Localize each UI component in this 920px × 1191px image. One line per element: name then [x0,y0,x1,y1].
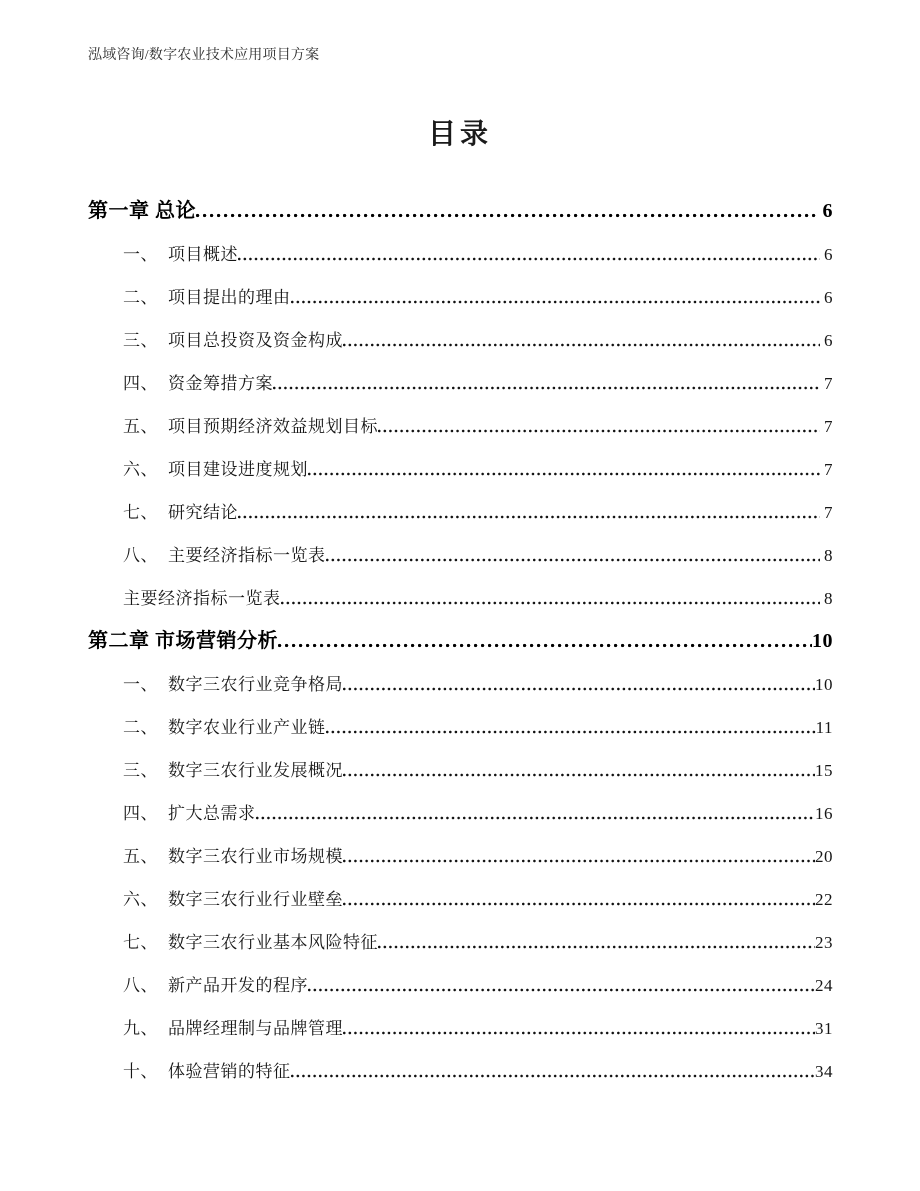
toc-entry-number: 三、 [123,331,158,350]
toc-section-row[interactable] [88,956,833,999]
toc-section-row[interactable] [88,354,833,397]
toc-section-row[interactable] [88,741,833,784]
dot-leader [278,643,812,648]
dot-leader [343,343,820,347]
toc-section-row[interactable] [88,397,833,440]
toc-entry-label: 项目概述 [168,245,238,264]
toc-section-row[interactable] [88,225,833,268]
toc-entry-label: 扩大总需求 [168,804,256,823]
toc-entry-label: 项目建设进度规划 [168,460,308,479]
toc-page-number: 6 [824,331,833,350]
dot-leader [343,859,815,863]
dot-leader [291,300,821,304]
toc-page-number: 23 [815,933,833,952]
toc-page-number: 7 [824,460,833,479]
dot-leader [343,902,815,906]
toc-entry-label: 数字农业行业产业链 [168,718,326,737]
toc-page-number: 6 [824,245,833,264]
running-header: 泓域咨询/数字农业技术应用项目方案 [88,48,320,63]
toc-page-number: 24 [815,976,833,995]
toc-entry-label: 数字三农行业市场规模 [168,847,343,866]
toc-chapter-row[interactable] [88,182,833,225]
toc-page-number: 22 [815,890,833,909]
toc-entry-label: 项目提出的理由 [168,288,291,307]
toc-entry-number: 三、 [123,761,158,780]
toc-entry-number: 二、 [123,288,158,307]
toc-section-row[interactable] [88,1042,833,1085]
toc-page-number: 8 [824,546,833,565]
dot-leader [343,773,815,777]
toc-entry-number: 一、 [123,675,158,694]
toc-page-number: 10 [815,675,833,694]
toc-page-number: 7 [824,417,833,436]
toc-section-row[interactable] [88,311,833,354]
toc-entry-number: 七、 [123,933,158,952]
toc-entry-label: 数字三农行业基本风险特征 [168,933,378,952]
table-of-contents [88,182,833,1085]
dot-leader [378,429,820,433]
dot-leader [281,601,821,605]
toc-section-row[interactable] [88,698,833,741]
dot-leader [343,687,815,691]
toc-entry-label: 数字三农行业发展概况 [168,761,343,780]
toc-section-row[interactable] [88,870,833,913]
toc-entry-label: 主要经济指标一览表 [123,589,281,608]
toc-page-number: 7 [824,374,833,393]
toc-page-number: 34 [815,1062,833,1081]
toc-page-number: 6 [822,200,833,222]
dot-leader [273,386,820,390]
toc-entry-label: 新产品开发的程序 [168,976,308,995]
toc-entry-number: 七、 [123,503,158,522]
dot-leader [238,515,820,519]
dot-leader [308,472,820,476]
toc-entry-label: 资金筹措方案 [168,374,273,393]
toc-section-row[interactable] [88,440,833,483]
dot-leader [196,213,819,218]
toc-section-row[interactable] [88,483,833,526]
dot-leader [238,257,820,261]
toc-entry-label: 数字三农行业行业壁垒 [168,890,343,909]
toc-entry-label: 主要经济指标一览表 [168,546,326,565]
toc-page-number: 8 [824,589,833,608]
toc-page-number: 10 [812,630,833,652]
toc-entry-label: 品牌经理制与品牌管理 [168,1019,343,1038]
dot-leader [343,1031,815,1035]
toc-entry-number: 六、 [123,890,158,909]
toc-chapter-label: 第二章 市场营销分析 [88,630,278,652]
toc-page-number: 11 [815,718,833,737]
toc-entry-number: 四、 [123,804,158,823]
toc-entry-label: 数字三农行业竞争格局 [168,675,343,694]
dot-leader [291,1074,816,1078]
toc-entry-number: 九、 [123,1019,158,1038]
toc-entry-label: 研究结论 [168,503,238,522]
toc-section-row[interactable] [88,827,833,870]
toc-entry-number: 六、 [123,460,158,479]
toc-entry-number: 五、 [123,417,158,436]
toc-section-row[interactable] [88,999,833,1042]
dot-leader [378,945,815,949]
toc-chapter-label: 第一章 总论 [88,200,196,222]
toc-section-row[interactable] [88,784,833,827]
toc-entry-number: 四、 [123,374,158,393]
dot-leader [326,730,816,734]
toc-page-number: 16 [815,804,833,823]
page-title: 目录 [427,119,492,150]
toc-section-row[interactable] [88,268,833,311]
toc-entry-label: 项目总投资及资金构成 [168,331,343,350]
dot-leader [256,816,816,820]
toc-section-row[interactable] [88,913,833,956]
toc-entry-number: 八、 [123,546,158,565]
toc-page-number: 20 [815,847,833,866]
toc-page-number: 7 [824,503,833,522]
toc-entry-number: 五、 [123,847,158,866]
toc-page-number: 31 [815,1019,833,1038]
toc-section-row[interactable] [88,526,833,569]
toc-entry-number: 八、 [123,976,158,995]
dot-leader [326,558,821,562]
toc-section-row[interactable] [88,569,833,612]
toc-entry-label: 项目预期经济效益规划目标 [168,417,378,436]
toc-page-number: 6 [824,288,833,307]
toc-entry-number: 二、 [123,718,158,737]
toc-entry-number: 一、 [123,245,158,264]
toc-section-row[interactable] [88,655,833,698]
toc-page-number: 15 [815,761,833,780]
toc-chapter-row[interactable] [88,612,833,655]
toc-entry-label: 体验营销的特征 [168,1062,291,1081]
dot-leader [308,988,815,992]
toc-entry-number: 十、 [123,1062,158,1081]
